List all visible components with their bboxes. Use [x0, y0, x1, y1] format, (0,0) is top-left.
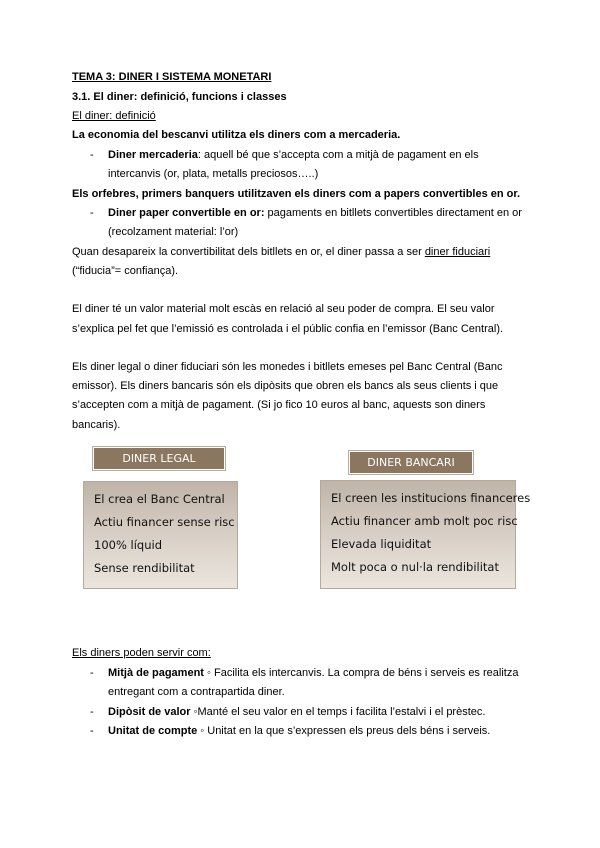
- legal-row: Actiu financer sense risc: [94, 515, 235, 529]
- bancari-row: Elevada liquiditat: [331, 537, 432, 551]
- list-item: [108, 703, 485, 722]
- bullet-dash: -: [90, 207, 94, 219]
- text: Quan desapareix la convertibilitat dels bitllets en or, el diner passa a ser: [72, 246, 425, 258]
- paragraph-legal-line: bancaris).: [72, 419, 121, 431]
- list-item: [108, 664, 518, 683]
- legal-box-title: DINER LEGAL: [93, 447, 225, 470]
- bancari-box-title: DINER BANCARI: [349, 451, 473, 474]
- list-item-continuation: intercanvis (or, plata, metalls preciosos…..): [108, 168, 319, 180]
- definition: ◦Manté el seu valor en el temps i facilita l’estalvi i el prèstec.: [190, 706, 486, 718]
- paragraph-fiduciary: [72, 243, 490, 262]
- bullet-dash: -: [90, 706, 94, 718]
- paragraph-legal-line: emissor). Els diners bancaris són els dipòsits que obren els bancs als seus clients i que: [72, 380, 499, 392]
- paragraph-value-line: El diner té un valor material molt escàs en relació al seu poder de compra. El seu valor: [72, 303, 495, 315]
- term: Dipòsit de valor: [108, 706, 191, 718]
- paragraph-goldsmiths: Els orfebres, primers banquers utilitzaven els diners com a papers convertibles en or.: [72, 188, 521, 200]
- term: Mitjà de pagament: [108, 667, 204, 679]
- list-item-continuation: (recolzament material: l’or): [108, 226, 239, 238]
- legal-row: El crea el Banc Central: [94, 492, 225, 506]
- bullet-dash: -: [90, 667, 94, 679]
- fiduciary-term: diner fiduciari: [424, 246, 491, 258]
- definition: : aquell bé que s’accepta com a mitjà de pagament en els: [197, 149, 479, 161]
- page-title: TEMA 3: DINER I SISTEMA MONETARI: [72, 71, 272, 83]
- legal-box: [83, 481, 238, 589]
- subheading: El diner: definició: [72, 110, 156, 122]
- list-item: [108, 146, 479, 165]
- definition: ◦ Facilita els intercanvis. La compra de béns i serveis es realitza: [203, 667, 519, 679]
- paragraph-value-line: s’explica pel fet que l’emissió es controlada i el públic confia en l’emissor (Banc Central).: [72, 323, 504, 335]
- section-title: 3.1. El diner: definició, funcions i classes: [72, 91, 287, 103]
- bullet-dash: -: [90, 149, 94, 161]
- bancari-box: [320, 480, 531, 589]
- definition: ◦ Unitat en la que s’expressen els preus dels béns i serveis.: [197, 725, 491, 737]
- paragraph-legal-line: Els diner legal o diner fiduciari són les monedes i bitllets emeses pel Banc Central (Banc: [72, 361, 503, 373]
- uses-intro: Els diners poden servir com:: [72, 647, 211, 659]
- paragraph-legal-line: s’accepten com a mitjà de pagament. (Si jo fico 10 euros al banc, aquests son diners: [72, 399, 486, 411]
- paragraph-fiduciary-cont: (“fiducia”= confiança).: [72, 265, 179, 277]
- term: Diner mercaderia: [108, 149, 198, 161]
- bullet-dash: -: [90, 725, 94, 737]
- legal-row: Sense rendibilitat: [94, 561, 195, 575]
- definition: pagaments en bitllets convertibles directament en or: [264, 207, 522, 219]
- term: Unitat de compte: [108, 725, 198, 737]
- legal-row: 100% líquid: [94, 538, 163, 552]
- list-item: [108, 722, 490, 741]
- list-item: [108, 204, 522, 223]
- list-item-continuation: entregant com a contrapartida diner.: [108, 686, 285, 698]
- paragraph-barter: La economia del bescanvi utilitza els diners com a mercaderia.: [72, 129, 401, 141]
- bancari-row: El creen les institucions financeres: [331, 491, 531, 505]
- bancari-row: Actiu financer amb molt poc risc: [331, 514, 518, 528]
- term: Diner paper convertible en or:: [108, 207, 265, 219]
- bancari-row: Molt poca o nul·la rendibilitat: [331, 560, 499, 574]
